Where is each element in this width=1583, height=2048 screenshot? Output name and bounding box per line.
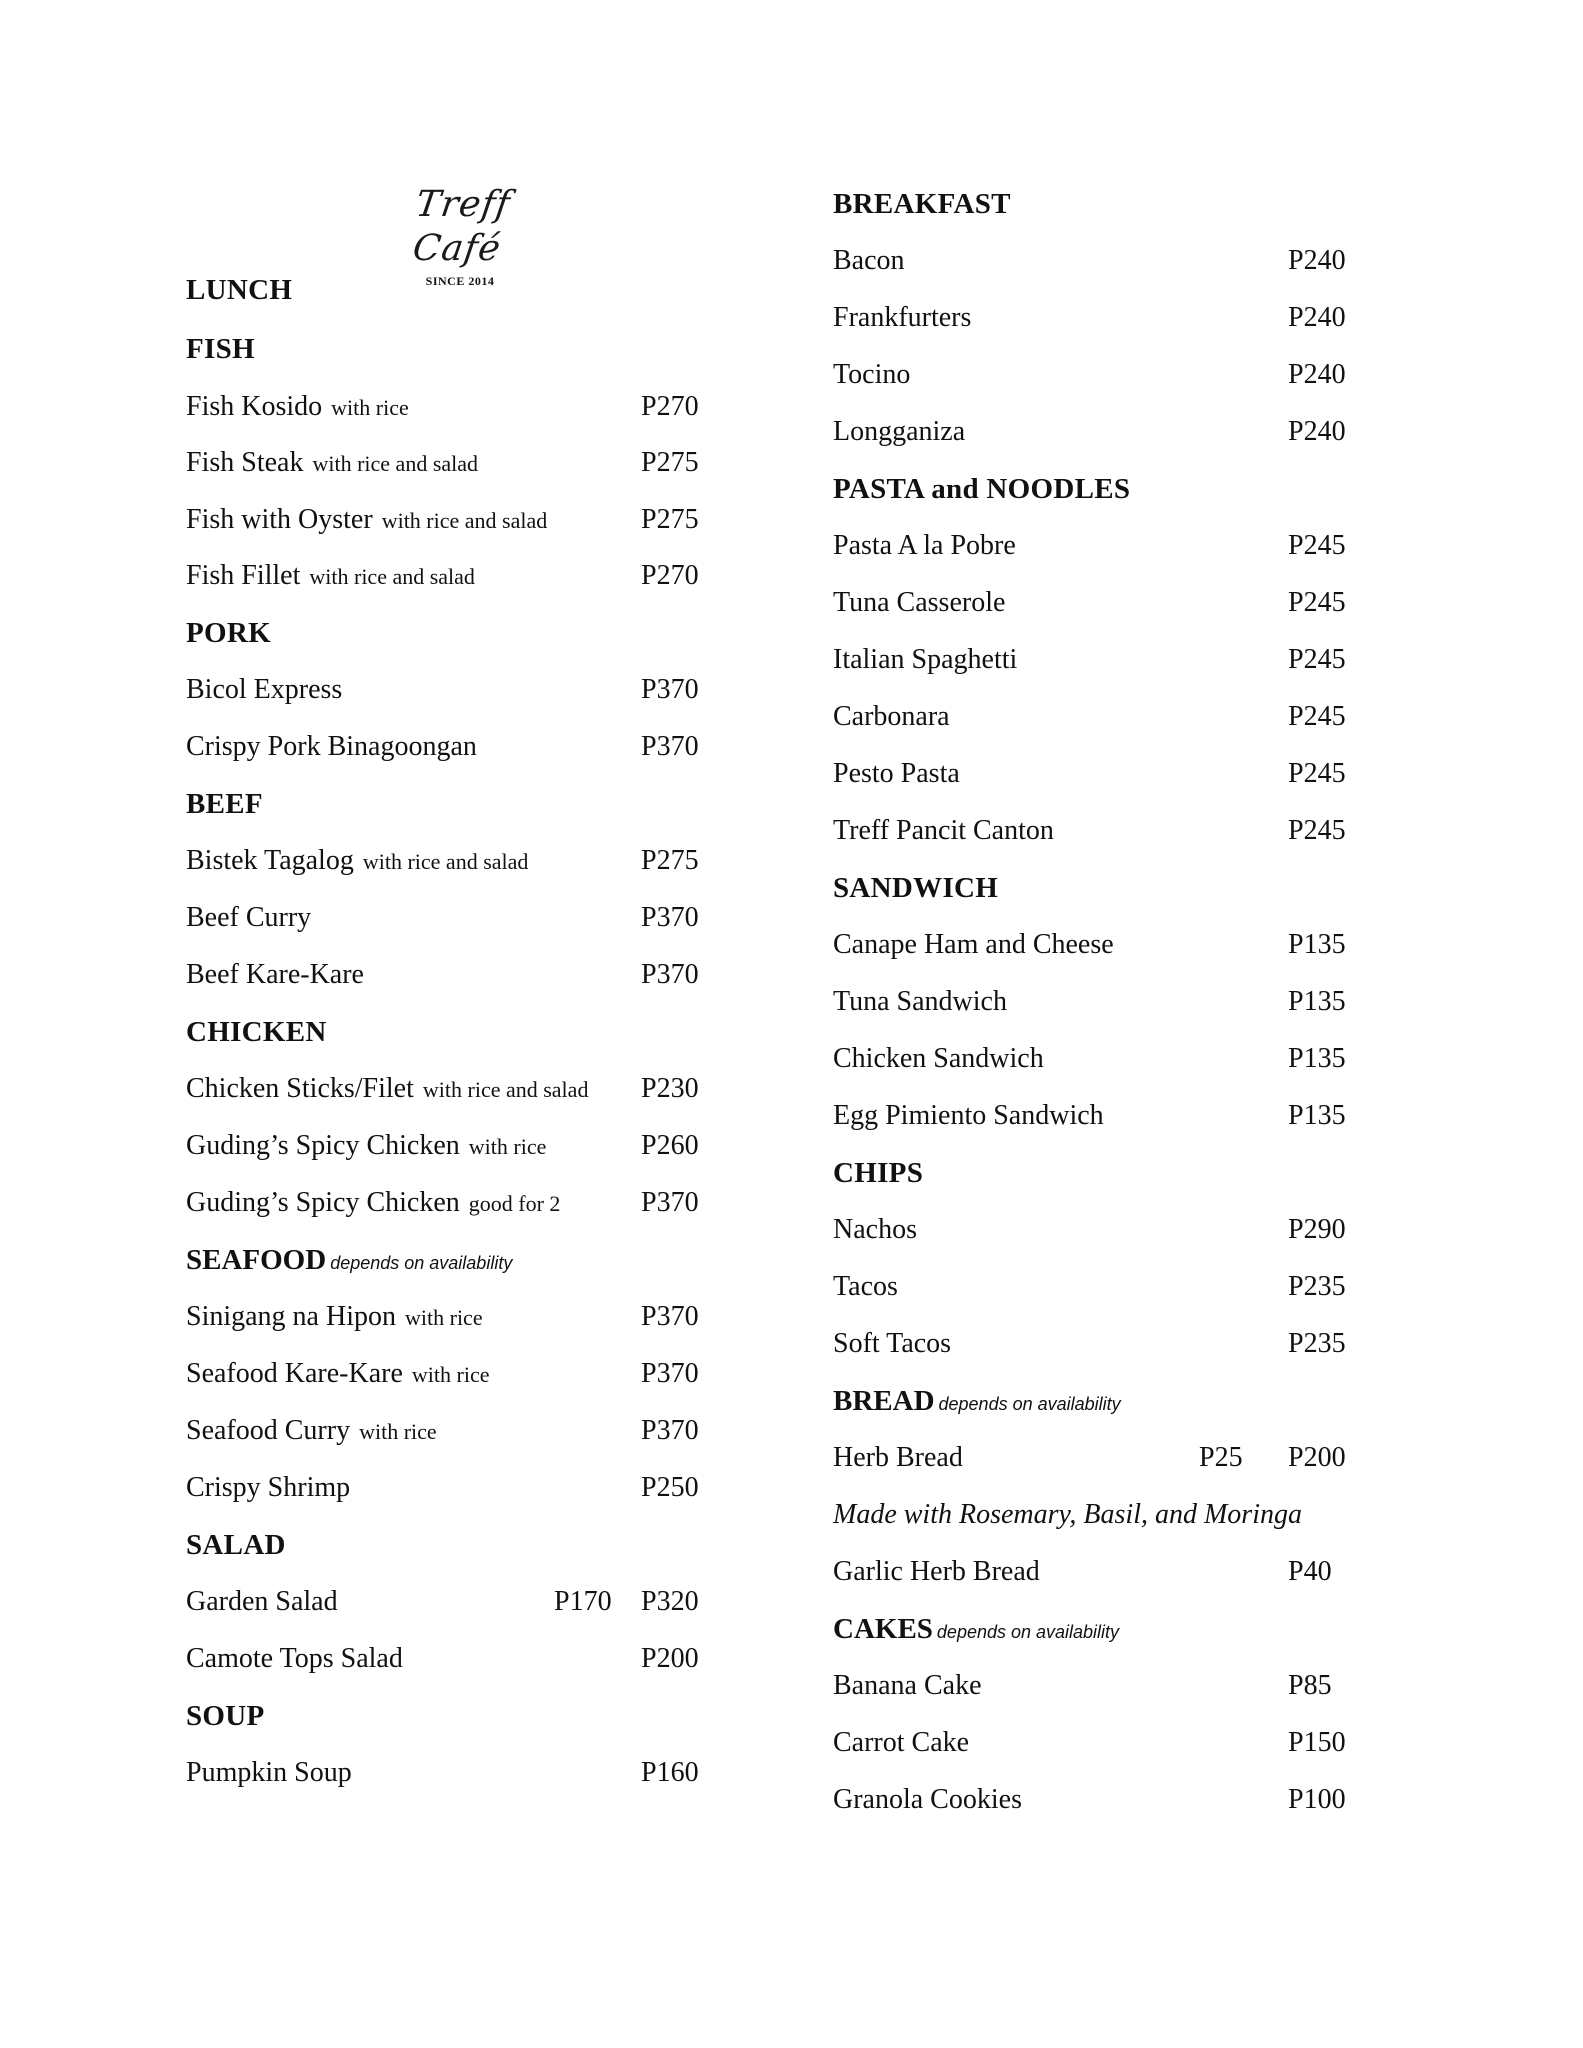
menu-item: Italian Spaghetti P245 xyxy=(833,640,1358,680)
chicken-heading: CHICKEN xyxy=(186,1016,327,1048)
item-price: P245 xyxy=(1288,758,1346,789)
item-price: P270 xyxy=(641,391,699,422)
bread-heading: BREAD depends on availability xyxy=(833,1385,1121,1417)
item-price: P270 xyxy=(641,560,699,591)
item-price: P290 xyxy=(1288,1214,1346,1245)
menu-item: Fish Fillet with rice and salad P270 xyxy=(186,556,711,596)
menu-item: Chicken Sandwich P135 xyxy=(833,1039,1358,1079)
menu-item: Fish Steak with rice and salad P275 xyxy=(186,443,711,483)
item-price: P260 xyxy=(641,1130,699,1161)
fish-heading: FISH xyxy=(186,333,255,365)
item-price: P40 xyxy=(1288,1556,1332,1587)
item-price: P370 xyxy=(641,1415,699,1446)
bread-ingredients-note: Made with Rosemary, Basil, and Moringa xyxy=(833,1499,1302,1530)
menu-item: Seafood Kare-Kare with rice P370 xyxy=(186,1354,711,1394)
logo-name: Treff Café xyxy=(410,184,514,269)
availability-note: depends on availability xyxy=(938,1394,1121,1414)
menu-item: Frankfurters P240 xyxy=(833,298,1358,338)
menu-item: Egg Pimiento Sandwich P135 xyxy=(833,1096,1358,1136)
item-price: P160 xyxy=(641,1757,699,1788)
menu-item: Granola Cookies P100 xyxy=(833,1780,1358,1820)
item-price: P135 xyxy=(1288,929,1346,960)
menu-item: Camote Tops Salad P200 xyxy=(186,1639,711,1679)
item-price: P370 xyxy=(641,959,699,990)
breakfast-heading: BREAKFAST xyxy=(833,188,1011,220)
item-price: P370 xyxy=(641,731,699,762)
menu-item: Pesto Pasta P245 xyxy=(833,754,1358,794)
item-price: P370 xyxy=(641,1187,699,1218)
item-price: P230 xyxy=(641,1073,699,1104)
menu-item: Beef Curry P370 xyxy=(186,898,711,938)
item-price: P135 xyxy=(1288,1043,1346,1074)
pork-heading: PORK xyxy=(186,617,271,649)
menu-item: Nachos P290 xyxy=(833,1210,1358,1250)
item-price: P150 xyxy=(1288,1727,1346,1758)
cakes-heading: CAKES depends on availability xyxy=(833,1613,1120,1645)
menu-item: Soft Tacos P235 xyxy=(833,1324,1358,1364)
item-price: P245 xyxy=(1288,815,1346,846)
menu-item: Pumpkin Soup P160 xyxy=(186,1753,711,1793)
item-price: P100 xyxy=(1288,1784,1346,1815)
item-price: P370 xyxy=(641,1301,699,1332)
menu-item: Banana Cake P85 xyxy=(833,1666,1358,1706)
menu-item: Bistek Tagalog with rice and salad P275 xyxy=(186,841,711,881)
menu-item: Guding’s Spicy Chicken good for 2 P370 xyxy=(186,1183,711,1223)
item-price: P320 xyxy=(641,1586,699,1617)
seafood-heading: SEAFOOD depends on availability xyxy=(186,1244,513,1276)
menu-item: Guding’s Spicy Chicken with rice P260 xyxy=(186,1126,711,1166)
item-price: P370 xyxy=(641,1358,699,1389)
item-price: P240 xyxy=(1288,302,1346,333)
beef-heading: BEEF xyxy=(186,788,263,820)
item-price-small: P25 xyxy=(1199,1442,1243,1473)
item-price: P200 xyxy=(1288,1442,1346,1473)
item-price: P245 xyxy=(1288,701,1346,732)
soup-heading: SOUP xyxy=(186,1700,265,1732)
item-price: P240 xyxy=(1288,245,1346,276)
item-price: P245 xyxy=(1288,530,1346,561)
menu-item: Herb Bread P25 P200 xyxy=(833,1438,1358,1478)
menu-item: Tuna Casserole P245 xyxy=(833,583,1358,623)
item-price: P135 xyxy=(1288,1100,1346,1131)
menu-item: Beef Kare-Kare P370 xyxy=(186,955,711,995)
menu-item: Longganiza P240 xyxy=(833,412,1358,452)
item-price: P370 xyxy=(641,674,699,705)
menu-item: Fish with Oyster with rice and salad P275 xyxy=(186,500,711,540)
lunch-heading: LUNCH xyxy=(186,274,293,306)
item-price: P275 xyxy=(641,504,699,535)
menu-item: Garlic Herb Bread P40 xyxy=(833,1552,1358,1592)
item-price: P235 xyxy=(1288,1328,1346,1359)
item-price: P250 xyxy=(641,1472,699,1503)
menu-item: Canape Ham and Cheese P135 xyxy=(833,925,1358,965)
menu-item: Tuna Sandwich P135 xyxy=(833,982,1358,1022)
logo-since: SINCE 2014 xyxy=(425,274,495,288)
item-price: P245 xyxy=(1288,587,1346,618)
item-price: P85 xyxy=(1288,1670,1332,1701)
salad-heading: SALAD xyxy=(186,1529,286,1561)
availability-note: depends on availability xyxy=(330,1253,513,1273)
item-price: P275 xyxy=(641,845,699,876)
item-price-small: P170 xyxy=(554,1586,612,1617)
menu-item: Tocino P240 xyxy=(833,355,1358,395)
menu-item: Garden Salad P170 P320 xyxy=(186,1582,711,1622)
menu-item: Pasta A la Pobre P245 xyxy=(833,526,1358,566)
item-price: P135 xyxy=(1288,986,1346,1017)
cafe-logo xyxy=(385,183,535,288)
menu-item: Carrot Cake P150 xyxy=(833,1723,1358,1763)
menu-item: Tacos P235 xyxy=(833,1267,1358,1307)
pasta-heading: PASTA and NOODLES xyxy=(833,473,1131,505)
chips-heading: CHIPS xyxy=(833,1157,924,1189)
menu-item: Bicol Express P370 xyxy=(186,670,711,710)
item-price: P235 xyxy=(1288,1271,1346,1302)
menu-item: Treff Pancit Canton P245 xyxy=(833,811,1358,851)
menu-item: Fish Kosido with rice P270 xyxy=(186,387,711,427)
item-price: P275 xyxy=(641,447,699,478)
menu-item: Crispy Pork Binagoongan P370 xyxy=(186,727,711,767)
menu-item: Carbonara P245 xyxy=(833,697,1358,737)
item-price: P200 xyxy=(641,1643,699,1674)
item-price: P240 xyxy=(1288,416,1346,447)
menu-item: Crispy Shrimp P250 xyxy=(186,1468,711,1508)
item-price: P245 xyxy=(1288,644,1346,675)
availability-note: depends on availability xyxy=(936,1622,1120,1642)
item-price: P240 xyxy=(1288,359,1346,390)
menu-item: Bacon P240 xyxy=(833,241,1358,281)
sandwich-heading: SANDWICH xyxy=(833,872,999,904)
menu-item: Seafood Curry with rice P370 xyxy=(186,1411,711,1451)
menu-item: Chicken Sticks/Filet with rice and salad P230 xyxy=(186,1069,711,1109)
menu-item: Sinigang na Hipon with rice P370 xyxy=(186,1297,711,1337)
item-price: P370 xyxy=(641,902,699,933)
